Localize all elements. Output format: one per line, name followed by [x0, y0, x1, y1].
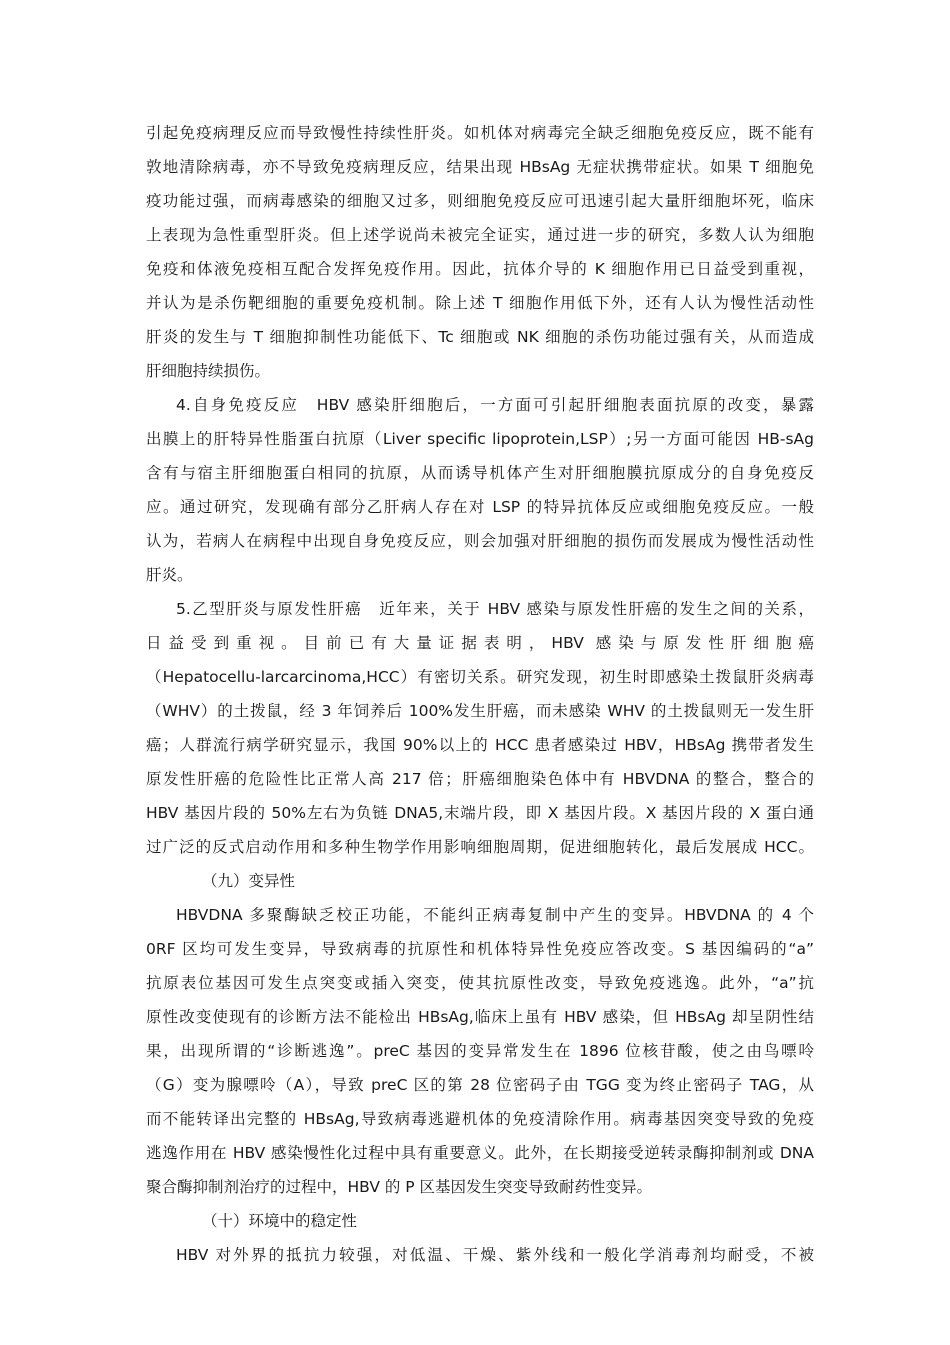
text-line: （Hepatocellu-larcarcinoma,HCC）有密切关系。研究发现，初生时即感染土拨鼠肝炎病毒	[146, 668, 814, 686]
text-line: 原性改变使现有的诊断方法不能检出 HBsAg,临床上虽有 HBV 感染，但 HBsAg 却呈阴性结	[146, 1008, 814, 1026]
text-line: 含有与宿主肝细胞蛋白相同的抗原，从而诱导机体产生对肝细胞膜抗原成分的自身免疫反	[146, 464, 814, 482]
text-line: 认为，若病人在病程中出现自身免疫反应，则会加强对肝细胞的损伤而发展成为慢性活动性	[146, 532, 814, 550]
text-line: 0RF 区均可发生变异，导致病毒的抗原性和机体特异性免疫应答改变。S 基因编码的“a”	[146, 940, 814, 958]
text-line: 出膜上的肝特异性脂蛋白抗原（Liver specific lipoprotein,LSP）;另一方面可能因 HB-sAg	[146, 430, 814, 448]
section-heading: （十）环境中的稳定性	[202, 1212, 358, 1230]
text-line: 5.乙型肝炎与原发性肝癌 近年来，关于 HBV 感染与原发性肝癌的发生之间的关系，	[176, 600, 814, 618]
text-line: 肝炎的发生与 T 细胞抑制性功能低下、Tc 细胞或 NK 细胞的杀伤功能过强有关，从而造成	[146, 328, 814, 346]
text-line: 疫功能过强，而病毒感染的细胞又过多，则细胞免疫反应可迅速引起大量肝细胞坏死，临床	[146, 192, 814, 210]
text-line: 抗原表位基因可发生点突变或插入突变，使其抗原性改变，导致免疫逃逸。此外，“a”抗	[146, 974, 814, 992]
text-line: 免疫和体液免疫相互配合发挥免疫作用。因此，抗体介导的 K 细胞作用已日益受到重视，	[146, 260, 814, 278]
text-line: HBV 对外界的抵抗力较强，对低温、干燥、紫外线和一般化学消毒剂均耐受，不被	[176, 1246, 814, 1264]
text-line: 肝细胞持续损伤。	[146, 362, 271, 380]
text-line: 4.自身免疫反应 HBV 感染肝细胞后，一方面可引起肝细胞表面抗原的改变，暴露	[176, 396, 814, 414]
text-line: HBV 基因片段的 50%左右为负链 DNA5,末端片段，即 X 基因片段。X 基因片段的 X 蛋白通	[146, 804, 814, 822]
section-heading: （九）变异性	[202, 872, 296, 890]
text-line: （WHV）的土拨鼠，经 3 年饲养后 100%发生肝癌，而未感染 WHV 的土拨鼠则无一发生肝	[146, 702, 814, 720]
text-line: 逃逸作用在 HBV 感染慢性化过程中具有重要意义。此外，在长期接受逆转录酶抑制剂或 DNA	[146, 1144, 814, 1162]
text-line: 日益受到重视。目前已有大量证据表明，HBV 感染与原发性肝细胞癌	[146, 634, 814, 652]
text-line: 肝炎。	[146, 566, 193, 584]
text-line: 并认为是杀伤靶细胞的重要免疫机制。除上述 T 细胞作用低下外，还有人认为慢性活动性	[146, 294, 814, 312]
text-line: 果，出现所谓的“诊断逃逸”。preC 基因的变异常发生在 1896 位核苷酸，使之由鸟嘌呤	[146, 1042, 814, 1060]
text-line: 上表现为急性重型肝炎。但上述学说尚未被完全证实，通过进一步的研究，多数人认为细胞	[146, 226, 814, 244]
text-line: （G）变为腺嘌呤（A），导致 preC 区的第 28 位密码子由 TGG 变为终止密码子 TAG，从	[146, 1076, 814, 1094]
text-line: 应。通过研究，发现确有部分乙肝病人存在对 LSP 的特异抗体反应或细胞免疫反应。一般	[146, 498, 814, 516]
text-line: 原发性肝癌的危险性比正常人高 217 倍；肝癌细胞染色体中有 HBVDNA 的整合，整合的	[146, 770, 814, 788]
text-line: 过广泛的反式启动作用和多种生物学作用影响细胞周期，促进细胞转化，最后发展成 HCC。	[146, 838, 814, 856]
text-line: 引起免疫病理反应而导致慢性持续性肝炎。如机体对病毒完全缺乏细胞免疫反应，既不能有	[146, 124, 814, 142]
text-line: HBVDNA 多聚酶缺乏校正功能，不能纠正病毒复制中产生的变异。HBVDNA 的 4 个	[176, 906, 814, 924]
text-line: 敦地清除病毒，亦不导致免疫病理反应，结果出现 HBsAg 无症状携带症状。如果 T 细胞免	[146, 158, 814, 176]
text-line: 聚合酶抑制剂治疗的过程中，HBV 的 P 区基因发生突变导致耐药性变异。	[146, 1178, 653, 1196]
text-line: 癌；人群流行病学研究显示，我国 90%以上的 HCC 患者感染过 HBV，HBsAg 携带者发生	[146, 736, 814, 754]
text-line: 而不能转译出完整的 HBsAg,导致病毒逃避机体的免疫清除作用。病毒基因突变导致的免疫	[146, 1110, 814, 1128]
